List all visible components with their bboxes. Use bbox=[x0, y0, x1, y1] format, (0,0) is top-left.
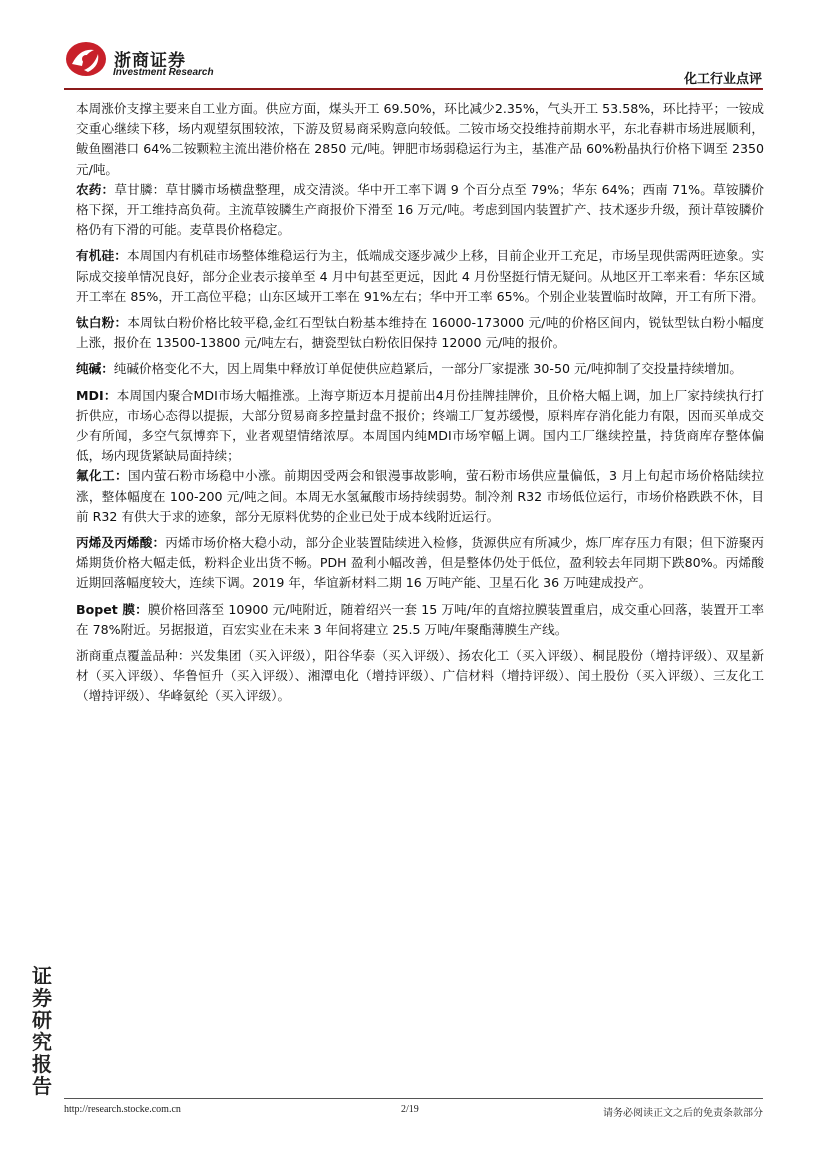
paragraph-soda-ash bbox=[76, 359, 764, 379]
brand-name-en: Investment Research bbox=[113, 67, 214, 78]
paragraph-mdi bbox=[76, 386, 764, 467]
section-label-mdi: MDI： bbox=[76, 387, 117, 403]
paragraph-coverage bbox=[76, 646, 764, 707]
footer-divider bbox=[64, 1098, 763, 1099]
paragraph-text: 膜价格回落至 10900 元/吨附近，随着绍兴一套 15 万吨/年的直熔拉膜装置重启，成交重心回落，装置开工率在 78%附近。另据报道，百宏实业在未来 3 年间将建立 25.5 万吨/年聚酯薄膜生产线。 bbox=[76, 601, 764, 637]
paragraph-text: 国内萤石粉市场稳中小涨。前期因受两会和银漫事故影响，萤石粉市场供应量偏低，3 月上旬起市场价格陆续拉涨，整体幅度在 100-200 元/吨之间。本周无水氢氟酸市场持续弱势。制冷剂 R32 市场低位运行，市场价格跌跌不休，目前 R32 有供大于求的迹象，部分无原料优势的企业已处于成本线附近运行。 bbox=[76, 468, 764, 524]
report-body bbox=[76, 99, 764, 707]
paragraph-text: 纯碱价格变化不大，因上周集中释放订单促使供应趋紧后，一部分厂家提涨 30-50 元/吨抑制了交投量持续增加。 bbox=[113, 361, 742, 377]
brand-name-cn: 浙商证券 bbox=[114, 51, 186, 71]
paragraph-text: 本周国内有机硅市场整体维稳运行为主，低端成交逐步减少上移，目前企业开工充足，市场呈现供需两旺迹象。实际成交接单情况良好，部分企业表示接单至 4 月中旬甚至更远，因此 4 月份坚挺行情无疑问。从地区开工率来看：华东区域开工率在 85%，开工高位平稳；山东区域开工率在 91%左右；华中开工率 65%。个别企业装置临时故障，开工有所下滑。 bbox=[76, 248, 765, 304]
page-header bbox=[0, 0, 827, 92]
paragraph-fluorine bbox=[76, 466, 764, 527]
side-label-char: 告 bbox=[32, 1074, 52, 1098]
paragraph-text: 本周国内聚合MDI市场大幅推涨。上海亨斯迈本月提前出4月份挂牌挂牌价，且价格大幅上调，加上厂家持续执行打折供应，市场心态得以提振，大部分贸易商多控量封盘不报价；终端工厂复苏缓慢，原料库存消化能力有限，因而买单成交少有所闻，多空气氛博弈下，业者观望情绪浓厚。本周国内纯MDI市场窄幅上调。国内工厂继续控量，持货商库存整体偏低，场内现货紧缺局面持续； bbox=[76, 387, 765, 464]
side-label-research-report bbox=[30, 965, 54, 1097]
section-label-pesticide: 农药： bbox=[76, 181, 115, 197]
report-type-title: 化工行业点评 bbox=[683, 72, 762, 87]
paragraph-pesticide bbox=[76, 180, 764, 241]
page-number: 2/19 bbox=[401, 1104, 419, 1115]
section-label-fluorine: 氟化工： bbox=[76, 468, 128, 484]
paragraph-text: 丙烯市场价格大稳小动，部分企业装置陆续进入检修，货源供应有所减少，炼厂库存压力有限；但下游聚丙烯期货价格大幅走低，粉料企业出货不畅。PDH 盈利小幅改善，但是整体仍处于低位，盈利较去年同期下跌80%。丙烯酸近期回落幅度较大，连续下调。2019 年，华谊新材料二期 16 万吨产能、卫星石化 36 万吨建成投产。 bbox=[76, 535, 765, 591]
section-label-silicone: 有机硅： bbox=[76, 248, 127, 264]
section-label-titanium-dioxide: 钛白粉： bbox=[76, 315, 128, 331]
side-label-char: 究 bbox=[32, 1030, 52, 1054]
paragraph-silicone bbox=[76, 246, 764, 307]
paragraph-text: 草甘膦：草甘膦市场横盘整理，成交清淡。华中开工率下调 9 个百分点至 79%；华东 64%；西南 71%。草铵膦价格下探，开工维持高负荷。主流草铵膦生产商报价下滑至 16 万元/吨。考虑到国内装置扩产、技术逐步升级，预计草铵膦价格仍有下滑的可能。麦草畏价格稳定。 bbox=[76, 181, 764, 238]
section-label-propylene: 丙烯及丙烯酸： bbox=[76, 535, 166, 551]
paragraph-titanium-dioxide bbox=[76, 313, 764, 353]
paragraph-fertilizer bbox=[76, 99, 764, 180]
paragraph-text: 本周涨价支撑主要来自工业方面。供应方面，煤头开工 69.50%，环比减少2.35%，气头开工 53.58%，环比持平；一铵成交重心继续下移，场内观望氛围较浓，下游及贸易商采购意向较低。二铵市场交投维持前期水平，东北春耕市场进展顺利，鲅鱼圈港口 64%二铵颗粒主流出港价格在 2850 元/吨。钾肥市场弱稳运行为主，基准产品 60%粉晶执行价格下调至 2350 元/吨。 bbox=[76, 101, 764, 177]
footer-url[interactable]: http://research.stocke.com.cn bbox=[64, 1104, 181, 1115]
side-label-char: 报 bbox=[32, 1052, 52, 1076]
paragraph-text: 浙商重点覆盖品种：兴发集团（买入评级），阳谷华泰（买入评级）、扬农化工（买入评级）、桐昆股份（增持评级）、双星新材（买入评级）、华鲁恒升（买入评级）、湘潭电化（增持评级）、广信材料（增持评级）、闰土股份（买入评级）、三友化工（增持评级）、华峰氨纶（买入评级）。 bbox=[76, 648, 764, 704]
paragraph-text: 本周钛白粉价格比较平稳,金红石型钛白粉基本维持在 16000-173000 元/吨的价格区间内，锐钛型钛白粉小幅度上涨，报价在 13500-13800 元/吨左右，搪瓷型钛白粉依旧保持 12000 元/吨的报价。 bbox=[76, 315, 764, 351]
brand-logo-icon bbox=[64, 40, 108, 78]
side-label-char: 研 bbox=[32, 1008, 52, 1032]
paragraph-propylene bbox=[76, 533, 764, 594]
section-label-bopet: Bopet 膜： bbox=[76, 601, 148, 617]
section-label-soda-ash: 纯碱： bbox=[76, 361, 114, 377]
header-divider bbox=[64, 88, 763, 90]
side-label-char: 券 bbox=[32, 986, 52, 1010]
footer-disclaimer: 请务必阅读正文之后的免责条款部分 bbox=[603, 1108, 763, 1119]
paragraph-bopet bbox=[76, 600, 764, 640]
side-label-char: 证 bbox=[32, 964, 52, 988]
